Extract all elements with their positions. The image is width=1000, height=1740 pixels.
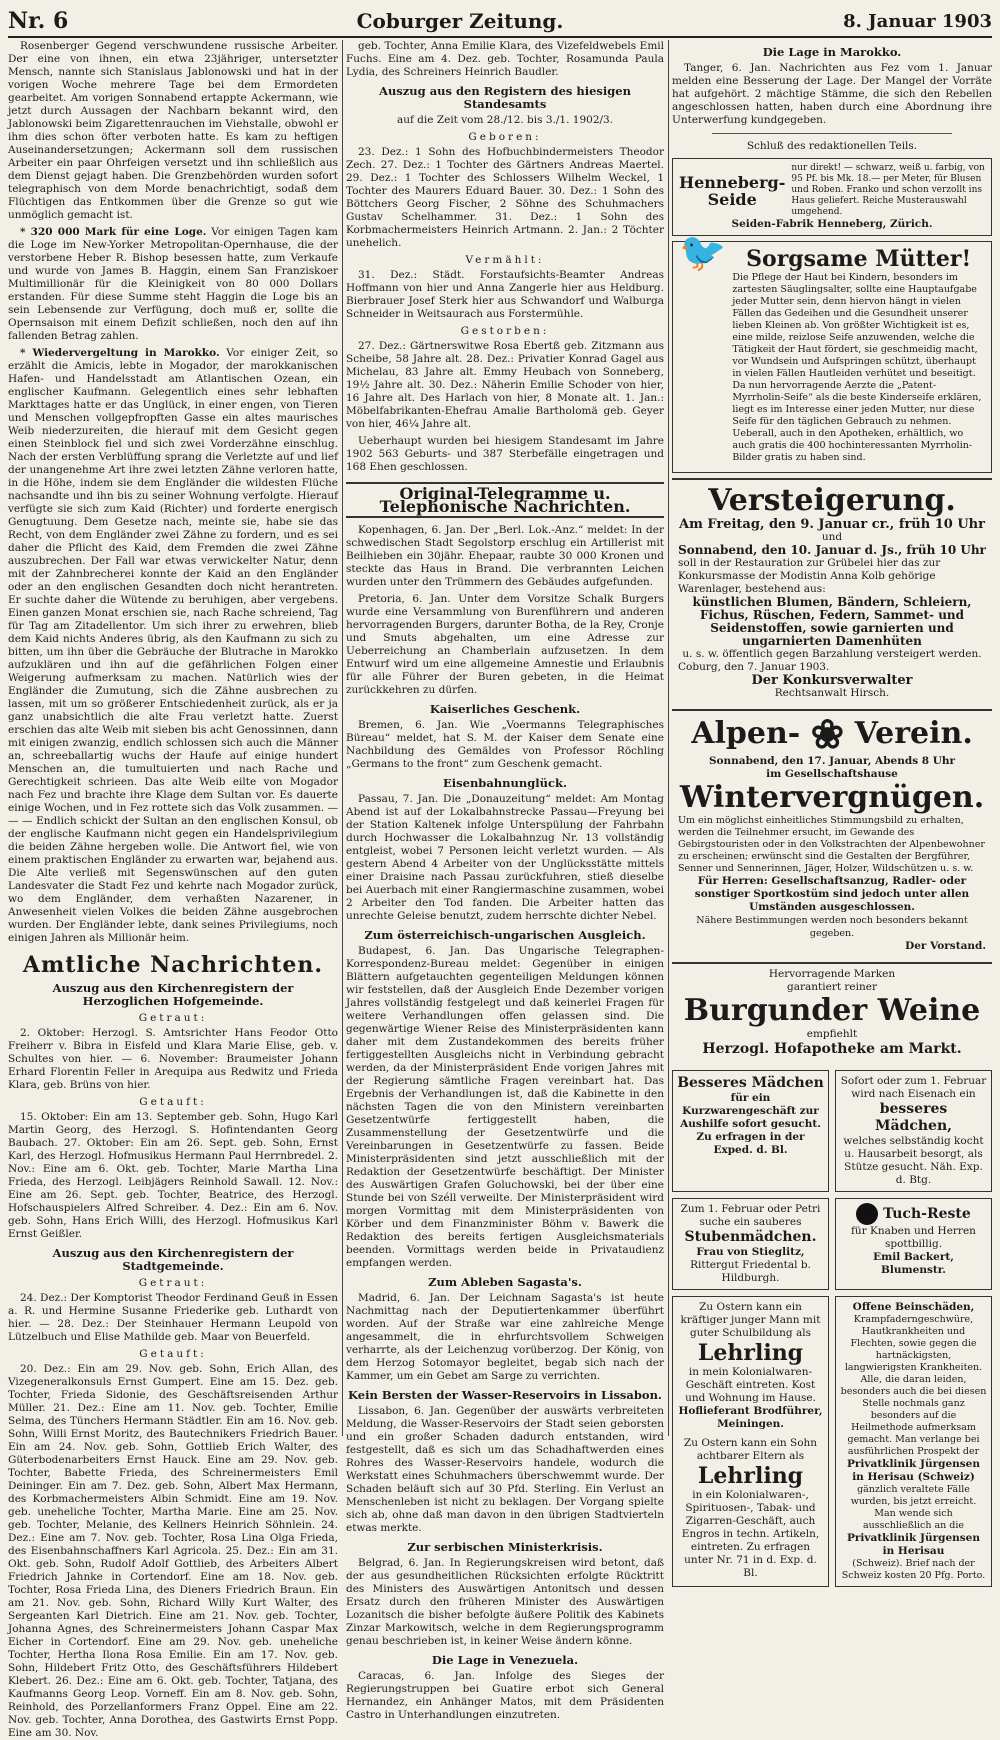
article-body: Vor einigen Tagen kam die Loge im New-Yorker Metropolitan-Opernhause, die der verstorbene Heber R. Bishop besessen hatte, zum Verkaufe und wurde von James B. Haggin, einem San Franziskoer Multimillionär für die Kleinigkeit von 80 000 Dollars erstanden. Für diese Summe steht Haggin die Loge bis an sein Lebensende zur Verfügung, doch muß er, sollte die Opernsaison mit einem Defizit schließen, noch den auf ihn fallenden Betrag zahlen. bbox=[8, 226, 338, 342]
ad-text: Hervorragende Marken bbox=[768, 968, 896, 980]
register-text: 20. Dez.: Ein am 29. Nov. geb. Sohn, Erich Allan, des Vizegeneralkonsuls Ernst Gumpert. Eine am 15. Dez. geb. Tochter, Frieda Sidonie, des Geschäftsreisenden Arthur Müller. 21. Dez.: Eine am 11. Nov. geb. Tochter, Emilie Selma, des Tünchers Hermann Städtler. Ein am 16. Nov. geb. Sohn, Willi Ernst Moritz, des Bautechnikers Friedrich Bauer. Ein am 24. Nov. geb. Sohn, Gottlieb Erich Walter, des Güterbodenarbeiters Ernst Hauck. Eine am 29. Nov. geb. Tochter, Babette Frieda, des Schreinermeisters Emil Deininger. Ein am 7. Dez. geb. Sohn, Albert Max Hermann, des Korbmachermeisters Albin Schmidt. Eine am 19. Nov. geb. uneheliche Tochter, Martha Marie. Eine am 25. Nov. geb. Tochter, Melanie, des Kellners Heinrich Söhnlein. 24. Dez.: Eine am 7. Nov. geb. Tochter, Rosa Lina Olga Frieda, des Eisenbahnschaffners Karl Agricola. 25. Dez.: Ein am 31. Okt. geb. Sohn, Rudolf Adolf Gottlieb, des Arbeiters Albert Friedrich Jahnke in Cortendorf. Eine am 18. Nov. geb. Tochter, Rosa Frieda Lina, des Dieners Friedrich Braun. Ein am 21. Nov. geb. Sohn, Richard Willy Kurt Walter, des Sergeanten Karl Dietrich. Eine am 21. Nov. geb. Tochter, Johanna Agnes, des Schreinermeisters Johann Caspar Max Eicher in Cortendorf. Eine am 29. Nov. geb. uneheliche Tochter, Hertha Ilona Rosa Emilie. Ein am 17. Nov. geb. Sohn, Hildebert Fritz Otto, des Geschäftsführers Hildebert Klebert. 26. Dez.: Eine am 6. Okt. geb. Tochter, Tatjana, des Kaufmanns Georg Leop. Vorneff. Ein am 8. Nov. geb. Sohn, Reinhold, des Porzellanformers Franz Oppel. Eine am 22. Nov. geb. Tochter, Anna Dorothea, des Gastwirts Ernst Popp. Eine am 30. Nov. bbox=[8, 1363, 338, 1739]
telegram-headline: Kaiserliches Geschenk. bbox=[429, 702, 581, 716]
ad-text: Zu Ostern kann ein Sohn achtbarer Eltern als bbox=[683, 1437, 818, 1462]
ad-place: im Gesellschaftshause bbox=[766, 768, 898, 780]
stork-icon: 🐦 bbox=[679, 230, 727, 274]
register-text: geb. Tochter, Anna Emilie Klara, des Vizefeldwebels Emil Fuchs. Eine am 4. Dez. geb. Tochter, Rosamunda Paula Lydia, des Schreiners Heinrich Baudler. bbox=[346, 40, 664, 78]
register-label: Gestorben: bbox=[460, 325, 550, 337]
register-label: Getraut: bbox=[138, 1012, 208, 1024]
ad-headline: besseres Mädchen, bbox=[874, 1101, 953, 1134]
register-text: 15. Oktober: Ein am 13. September geb. Sohn, Hugo Karl Martin Georg, des Herzogl. S. Hofintendanten Georg Baubach. 27. Oktober: Ein am 26. Sept. geb. Sohn, Ernst Karl, des Herzogl. Hofmusikus Hermann Paul Herrnbredel. 2. Nov.: Eine am 6. Okt. geb. Tochter, Marie Martha Lina Frieda, des Herzogl. Leibjägers Reinhold Sawall. 12. Nov.: Eine am 26. Sept. geb. Tochter, Beatrice, des Herzogl. Hofschauspielers Alfred Schreiber. 4. Dez.: Ein am 6. Nov. geb. Sohn, Hans Erich Willi, des Herzogl. Hofmusikus Karl Ernst Geißler. bbox=[8, 1111, 338, 1240]
ad-text: Für Herren: Gesellschaftsanzug, Radler- oder sonstiger Sportkostüm sind jedoch unter allen Umständen ausgeschlossen. bbox=[694, 875, 970, 913]
ad-date: Sonnabend, den 10. Januar d. Js., früh 10 Uhr bbox=[678, 543, 986, 557]
ad-signature: Rechtsanwalt Hirsch. bbox=[774, 687, 890, 699]
end-of-editorial: Schluß des redaktionellen Teils. bbox=[746, 140, 918, 152]
issue-date: 8. Januar 1903 bbox=[843, 10, 992, 32]
column-3 bbox=[672, 40, 992, 1581]
ad-signature: Frau von Stieglitz, bbox=[696, 1246, 805, 1258]
register-text: 27. Dez.: Gärtnerswitwe Rosa Ebertß geb. Zitzmann aus Scheibe, 58 Jahre alt. 28. Dez.: Privatier Konrad Gagel aus Michelau, 83 Jahre alt. Emmy Heubach von Sonneberg, 19½ Jahre alt. 30. Dez.: Näherin Emilie Schoder von hier, 16 Jahre alt. Des Harlach von hier, 8 Monate alt. 1. Jan.: Möbelfabrikanten-Ehefrau Amalie Bartholomä geb. Geyer von hier, 46¼ Jahre alt. bbox=[346, 340, 664, 430]
telegram-headline: Eisenbahnunglück. bbox=[443, 776, 567, 790]
ad-firm: Herzogl. Hofapotheke am Markt. bbox=[702, 1041, 962, 1057]
telegram-headline: Kein Bersten der Wasser-Reservoirs in Lissabon. bbox=[348, 1388, 662, 1402]
telegram-text: Passau, 7. Jan. Die „Donauzeitung“ meldet: Am Montag Abend ist auf der Lokalbahnstrecke Passau—Freyung bei der Station Kaltenek infolge Unterspülung der Fahrbahn durch Hochwasser die Lokalbahnzug Nr. 13 vollständig entgleist, wobei 7 Personen leicht verletzt wurden. — Als gestern Abend 4 Arbeiter von der Unglücksstätte mittels einer Draisine nach Passau zurückfuhren, stieß dieselbe bei Auerbach mit einer Rangiermaschine zusammen, wobei 2 Arbeiter den Tod fanden. Die Arbeiter hatten das unrechte Geleise benutzt, zudem herrschte dichter Nebel. bbox=[346, 793, 664, 922]
register-text: 31. Dez.: Städt. Forstaufsichts-Beamter Andreas Hoffmann von hier und Anna Zangerle hier aus Heldburg. Bierbrauer Josef Sterk hier aus Schwandorf und Walburga Schneider in Weitsaurach aus Forstermühle. bbox=[346, 269, 664, 320]
ad-text: in ein Kolonialwaren-, Spirituosen-, Tabak- und Zigarren-Geschäft, auch Engros in techn. Artikeln, eintreten. Zu erfragen unter Nr. 71 in d. Exp. d. Bl. bbox=[681, 1489, 820, 1579]
ad-stubenmaedchen bbox=[672, 1198, 829, 1290]
page-number: Nr. 6 bbox=[8, 8, 69, 34]
ad-brand: Henneberg-Seide bbox=[679, 172, 786, 209]
ad-headline: Lehrling bbox=[697, 1340, 804, 1366]
ad-text: für ein Kurzwarengeschäft zur Aushilfe sofort gesucht. bbox=[680, 1092, 821, 1130]
ad-text: Zu erfragen in der Exped. d. Bl. bbox=[696, 1131, 805, 1156]
ad-text: u. s. w. öffentlich gegen Barzahlung versteigert werden. bbox=[682, 648, 982, 660]
register-text: 2. Oktober: Herzogl. S. Amtsrichter Hans Feodor Otto Freiherr v. Bibra in Eisfeld und Klara Marie Elise, geb. v. Schultes von hier. — 6. November: Braumeister Johann Erhard Florentin Feller in Arequipa aus Redwitz und Frieda Klara, geb. Brüns von hier. bbox=[8, 1027, 338, 1091]
ad-text: Krampfaderngeschwüre, Hautkrankheiten und Flechten, sowie gegen die hartnäckigsten, langwierigsten Krankheiten. Alle, die daran leiden, besonders auch die bei diesen Stelle nochmals ganz besonders auf die Heilmethode aufmerksam gemacht. Man verlange bei ausführlichen Prospekt der bbox=[840, 1314, 987, 1457]
article-text bbox=[8, 226, 338, 343]
ad-headline: Tuch-Reste bbox=[883, 1206, 971, 1222]
article-body: Vor einiger Zeit, so erzählt die Amicis, lebte in Mogador, der marokkanischen Hafen- und Handelsstadt am Atlantischen Ozean, ein englischer Kaufmann. Gelegentlich eines sehr lebhaften Markttages hatte er das Unglück, in einer engen, von Tieren und Menschen vollgepfropften Gasse ein altes maurisches Weib niederzureiten, die hierauf mit dem Gesicht gegen einen Steinblock fiel und sich zwei Vorderzähne einschlug. Nach der ersten Verblüffung sprang die Verletzte auf und lief der unangenehme Art ihre zwei letzten Zähne verloren hatte, in die Höhe, indem sie dem Engländer die wildesten Flüche nachsandte und ihn bis zu seiner Wohnung verfolgte. Hierauf verfügte sie sich zum Kaid (Richter) und forderte energisch Genugtuung. Dem Gesetze nach, meinte sie, habe sie das Recht, von dem Engländer zwei Zähne zu fordern, und es sei daher die Pflicht des Kaid, dem Fremden die zwei Zähne auszubrechen. Der Fall war etwas verwickelter Natur, denn mit der Zahnbrecherei konnte der Kaid an den Engländer oder an den englischen Gesandten doch nicht herantreten. Er suchte daher die Wütende zu beruhigen, aber vergebens. Einen ganzen Monat erschien sie, nach Rache schreiend, Tag für Tag am Zitadellentor. Um sich ihrer zu erwehren, blieb dem Kaid nichts Anderes übrig, als den Kaufmann zu sich zu bitten, um ihn über die Gebräuche der Blutrache in Marokko aufzuklären und ihn auf die gefährlichen Folgen einer Weigerung aufmerksam zu machen. Natürlich wies der Engländer die Zumutung, sich die Zähne ausbrechen zu lassen, mit um so größerer Entschiedenheit zurück, als er ja ganz unabsichtlich die alte Frau verletzt hatte. Zuerst erschien das alte Weib mit sieben bis acht Genossinnen, dann mit einigen zwanzig, endlich schlossen sich auch die Männer an, schreeballartig wuchs der Haufe auf einige hundert Menschen an, die tumultuierten und nach Rache und Gerechtigkeit schrieen. Das alte Weib eilte von Mogador nach Fez und brachte ihre Klage dem Sultan vor. Es dauerte einige Wochen, und in Fez rottete sich das Volk zusammen. — — — Endlich schickt der Sultan an den englischen Konsul, ob der englische Kaufmann nicht gegen ein Handelsprivilegium die beiden Zähne hergeben wolle. Die Antwort fiel, wie von einem praktischen Engländer zu erwarten war, bejahend aus. Die Alte verließ mit Segenswünschen auf den guten Landesvater die Stadt Fez und kehrte nach Mogador zurück, wo dem Engländer, dem verhaßten Nazarener, in Anwesenheit vielen Volkes die beiden Zähne ausgebrochen wurden. Der Engländer lebte, dank seines Privilegiums, noch einigen Jahren als Millionär heim. bbox=[8, 347, 338, 944]
small-ads-row bbox=[672, 1293, 992, 1590]
ad-tuch-reste bbox=[835, 1198, 992, 1290]
ad-offene-beinschaeden bbox=[835, 1296, 992, 1587]
ad-date: Am Freitag, den 9. Januar cr., früh 10 Uhr bbox=[679, 517, 985, 532]
small-ads-row bbox=[672, 1195, 992, 1293]
ad-signature: Hoflieferant Brodführer, Meiningen. bbox=[678, 1405, 823, 1430]
telegram-text: Pretoria, 6. Jan. Unter dem Vorsitze Schalk Burgers wurde eine Versammlung von Burenführern und anderen hervorragenden Burgers, darunter Botha, de la Rey, Cronje und Smuts abgehalten, um eine Adresse zur Ueberreichung an Chamberlain aufzusetzen. In dem Entwurf wird um eine allgemeine Amnestie und Erlaubnis für alle Führer der Buren gebeten, in die Heimat zurückkehren zu dürfen. bbox=[346, 593, 664, 696]
ad-headline: Stubenmädchen. bbox=[684, 1229, 817, 1245]
ad-sorgsame-muetter bbox=[672, 230, 992, 473]
telegram-headline: Die Lage in Venezuela. bbox=[431, 1653, 579, 1667]
ad-text: Zum 1. Februar oder Petri suche ein sauberes bbox=[680, 1203, 821, 1228]
ad-headline: Lehrling bbox=[697, 1463, 804, 1489]
ad-headline: Verein. bbox=[854, 716, 973, 751]
ad-headline: Burgunder Weine bbox=[683, 993, 981, 1028]
ad-text: garantiert reiner bbox=[787, 981, 877, 993]
telegram-headline: Die Lage in Marokko. bbox=[762, 45, 902, 59]
telegram-text: Kopenhagen, 6. Jan. Der „Berl. Lok.-Anz.“ meldet: In der schwedischen Stadt Segolstorp erschlug ein Artillerist mit Beilhieben ein 30jähr. Ehepaar, raubte 30 000 Kronen und steckte das Haus in Brand. Die verbrannten Leichen wurden unter den Trümmern des Gebäudes aufgefunden. bbox=[346, 524, 664, 588]
column-1 bbox=[8, 40, 338, 1739]
register-label: Geboren: bbox=[468, 131, 542, 143]
edelweiss-icon: ❀ bbox=[810, 711, 845, 758]
column-2 bbox=[346, 40, 664, 1721]
ad-text: soll in der Restauration zur Grübelei hier das zur Konkursmasse der Modistin Anna Kolb gehörige Warenlager, bestehend aus: bbox=[678, 557, 941, 595]
ad-firm: Privatklinik Jürgensen in Herisau bbox=[847, 1532, 980, 1557]
ad-text: empfiehlt bbox=[806, 1028, 858, 1040]
ad-alpenverein bbox=[672, 709, 992, 957]
column-rule bbox=[342, 40, 343, 1436]
article-headline: * 320 000 Mark für eine Loge. bbox=[20, 226, 207, 238]
column-rule bbox=[668, 40, 669, 1436]
register-heading: Auszug aus den Registern des hiesigen Standesamts bbox=[379, 84, 631, 111]
register-text: 24. Dez.: Der Komptorist Theodor Ferdinand Geuß in Essen a. R. und Hermine Susanne Friederike geb. Luthardt von hier. — 28. Dez.: Der Steinhauer Hermann Leupold von Lützelbuch und Elise Mathilde geb. Maar von Beuerfeld. bbox=[8, 1292, 338, 1343]
ad-text: für Knaben und Herren spottbillig. bbox=[851, 1225, 976, 1250]
ad-henneberg-seide bbox=[672, 158, 992, 236]
ad-signature: Rittergut Friedental b. Hildburgh. bbox=[690, 1259, 811, 1284]
ad-text: Die Pflege der Haut bei Kindern, besonders im zartesten Säuglingsalter, sollte eine Hauptaufgabe jeder Mutter sein, denn hiervon hängt in vielen Fällen das Gedeihen und die Gesundheit unserer lieben Kleinen ab. Von größter Wichtigkeit ist es, eine milde, reizlose Seife anzuwenden, welche die Tätigkeit der Haut fördert, sie geschmeidig macht, vor Wundsein und Aufspringen schützt, überhaupt in vielen Fällen Hautleiden verhütet und beseitigt. Da nun hervorragende Aerzte die „Patent-Myrrholin-Seife“ als die beste Kinderseife erklären, liegt es im Interesse einer jeden Mutter, nur diese Seife für den täglichen Gebrauch zu nehmen. Ueberall, auch in den Apotheken, erhältlich, wo auch gratis die 400 hochinteressanten Myrrholin-Bilder gratis zu haben sind. bbox=[732, 272, 982, 463]
telegram-headline: Zum österreichisch-ungarischen Ausgleich. bbox=[364, 928, 646, 942]
ad-firm: Seiden-Fabrik Henneberg, Zürich. bbox=[731, 218, 933, 230]
telegram-text: Bremen, 6. Jan. Wie „Voermanns Telegraphisches Büreau“ meldet, hat S. M. der Kaiser dem Senate eine Nachbildung des Gemäldes von Professor Röchling „Germans to the front“ zum Geschenk gemacht. bbox=[346, 719, 664, 770]
ad-signature: Der Konkursverwalter bbox=[751, 673, 913, 688]
ad-firm: Emil Backert, Blumenstr. bbox=[873, 1251, 954, 1276]
ad-text: Um ein möglichst einheitliches Stimmungsbild zu erhalten, werden die Teilnehmer ersucht, im Gewande des Gebirgstouristen oder in den Volkstrachten der Alpenbewohner zu erscheinen; erwünscht sind die Gestalten der Bergführer, Senner und Sennerinnen, Jäger, Holzer, Wildschützen u. s. w. bbox=[678, 815, 985, 874]
ad-headline: Wintervergnügen. bbox=[679, 780, 985, 815]
ad-date: Sonnabend, den 17. Januar, Abends 8 Uhr bbox=[708, 755, 956, 767]
register-summary: Ueberhaupt wurden bei hiesigem Standesamt im Jahre 1902 563 Geburts- und 387 Sterbefälle eingetragen und 168 Ehen geschlossen. bbox=[346, 435, 664, 473]
ad-text: welches selbständig kocht u. Hausarbeit besorgt, als Stütze gesucht. Näh. Exp. d. Btg. bbox=[843, 1135, 984, 1186]
telegram-text: Belgrad, 6. Jan. In Regierungskreisen wird betont, daß der aus gesundheitlichen Rücksichten erfolgte Rücktritt des Ministers des Auswärtigen Antonitsch und dessen Ersatz durch den früheren Minister des Auswärtigen Lozanitsch die bisher befolgte äußere Politik des Kabinets Zinzar Markowitsch, welche in dem Regierungsprogramm genau beschrieben ist, in keiner Weise ändern könne. bbox=[346, 1557, 664, 1647]
telegram-headline: Zum Ableben Sagasta's. bbox=[428, 1275, 582, 1289]
register-heading: Auszug aus den Kirchenregistern der Stadtgemeinde. bbox=[52, 1246, 294, 1273]
ad-besseres-maedchen-eisenach bbox=[835, 1070, 992, 1192]
register-label: Getauft: bbox=[139, 1348, 207, 1360]
ad-items: künstlichen Blumen, Bändern, Schleiern, Fichus, Rüschen, Federn, Sammet- und Seidenstoffen, sowie garnierten und ungarnierten Damenhüten bbox=[692, 595, 972, 648]
ad-headline: Versteigerung. bbox=[708, 483, 956, 518]
register-heading: Auszug aus den Kirchenregistern der Herzoglichen Hofgemeinde. bbox=[52, 981, 294, 1008]
register-text: 23. Dez.: 1 Sohn des Hofbuchbindermeisters Theodor Zech. 27. Dez.: 1 Tochter des Gärtners Andreas Maertel. 29. Dez.: 1 Tochter des Schlossers Wilhelm Weckel, 1 Tochter des Maurers Eduard Bauer. 30. Dez.: 1 Sohn des Böttchers Georg Fischer, 2 Söhne des Schuhmachers Gustav Schelhammer. 31. Dez.: 1 Sohn des Korbmachermeisters Heinrich Artmann. 2. Jan.: 2 Töchter unehelich. bbox=[346, 146, 664, 249]
divider bbox=[712, 133, 952, 134]
ad-headline: Alpen- bbox=[691, 716, 801, 751]
ad-text: in mein Kolonialwaren-Geschäft eintreten. Kost und Wohnung im Hause. bbox=[685, 1366, 816, 1404]
ad-signature: Der Vorstand. bbox=[905, 940, 986, 952]
register-label: Getauft: bbox=[139, 1096, 207, 1108]
article-text bbox=[8, 347, 338, 945]
ad-burgunder bbox=[672, 962, 992, 1062]
article-text: Rosenberger Gegend verschwundene russische Arbeiter. Der eine von ihnen, ein etwa 23jähriger, untersetzter Mensch, nannte sich Stanislaus Jablonowski und hat in der vorigen Woche mehrere Tage bei dem Ermordeten gearbeitet. Am vorigen Sonnabend ertappte Ackermann, wie jetzt durch Aussagen der Nachbarn bekannt wird, den Jablonowski beim Zigarettenrauchen im Viehstalle, obwohl er ihm dies schon öfter verboten hatte. Es kam zu heftigen Auseinandersetzungen; Ackermann soll dem russischen Arbeiter ein paar Ohrfeigen versetzt und ihn schließlich aus dem Dienst gejagt haben. Die Grenzbehörden wurden sofort telegraphisch von dem Morde benachrichtigt, sodaß dem Flüchtigen das Entkommen über die Grenze so gut wie unmöglich gemacht ist. bbox=[8, 40, 338, 221]
telegram-text: Caracas, 6. Jan. Infolge des Sieges der Regierungstruppen bei Guatire erbot sich General Hernandez, ein Anhänger Matos, mit dem Präsidenten Castro in Unterhandlungen einzutreten. bbox=[346, 1670, 664, 1721]
ad-text: und bbox=[821, 531, 843, 543]
register-label: Vermählt: bbox=[465, 254, 545, 266]
ad-text: nur direkt! — schwarz, weiß u. farbig, von 95 Pf. bis Mk. 18.— per Meter, für Blusen und Roben. Franko und schon verzollt ins Haus geliefert. Reiche Musterauswahl umgehend. bbox=[791, 163, 985, 217]
section-heading-telegramme: Original-Telegramme u. Telephonische Nachrichten. bbox=[346, 482, 664, 518]
ad-date: Coburg, den 7. Januar 1903. bbox=[678, 661, 830, 673]
ad-lehrling-meiningen bbox=[672, 1296, 829, 1587]
small-ads-row bbox=[672, 1067, 992, 1195]
telegram-headline: Zur serbischen Ministerkrisis. bbox=[407, 1540, 603, 1554]
ad-text: (Schweiz). Brief nach der Schweiz kosten 20 Pfg. Porto. bbox=[841, 1558, 986, 1581]
ad-headline: Offene Beinschäden, bbox=[852, 1301, 975, 1313]
telegram-text: Lissabon, 6. Jan. Gegenüber der auswärts verbreiteten Meldung, die Wasser-Reservoirs der Stadt seien geborsten und ein großer Schaden dadurch entstanden, wird festgestellt, daß es sich um das Schadhaftwerden eines Rohres des Wasser-Reservoirs handele, wodurch die Werkstatt eines Schuhmachers überschwemmt wurde. Der Schaden beläuft sich auf 30 Pfd. Sterling. Ein Verlust an Menschenleben ist nicht zu beklagen. Der Vorgang spielte sich ab, ohne daß man davon in den übrigen Stadtvierteln etwas merkte. bbox=[346, 1405, 664, 1534]
telegram-text: Budapest, 6. Jan. Das Ungarische Telegraphen-Korrespondenz-Bureau meldet: Gegenüber in einigen Blättern aufgetauchten gegenteiligen Meldungen können wir feststellen, daß der Ausgleich Ende Dezember vorigen Jahres vollständig festgelegt und daß keinerlei Fragen für weitere Verhandlungen offen gelassen sind. Die gegenwärtige Wiener Reise des Ministerpräsidenten kann daher mit dem Zustandekommen des bereits früher fertiggestellten Ausgleichs nicht in Verbindung gebracht werden, da der Ministerpräsident Ende vorigen Jahres mit der Regierung sämtliche Fragen vereinbart hat. Das Ergebnis der Verhandlungen ist, daß die Kabinette in den nächsten Tagen die von den Ministern vereinbarten Gesetzentwürfe fertiggestellt haben, die Zusammenstellung der Gesetzentwürfe und die Vereinbarungen in Gesetzentwürfe zu fassen. Beide Ministerpräsidenten sind jetzt ausschließlich mit der Redaktion der Gesetzentwürfe beschäftigt. Der Minister des Auswärtigen Grafen Goluchowski, bei der über eine Stunde bei von Széll verweilte. Der Ministerpräsident wird morgen Vormittag mit dem Ministerpräsidenten von Körber und dem Finanzminister Böhm v. Bawerk die Redaktion des bereits fertigen Ausgleichsmaterials beenden. Vormittags werden beide in Privataudienz empfangen werden. bbox=[346, 945, 664, 1269]
columns bbox=[8, 40, 992, 1739]
ad-headline: Sorgsame Mütter! bbox=[746, 246, 972, 272]
ad-text: Zu Ostern kann ein kräftiger junger Mann mit guter Schulbildung als bbox=[680, 1301, 821, 1339]
ad-text: Nähere Bestimmungen werden noch besonders bekannt gegeben. bbox=[696, 915, 968, 939]
ad-versteigerung bbox=[672, 478, 992, 704]
ad-headline: Besseres Mädchen bbox=[677, 1075, 824, 1091]
masthead bbox=[8, 6, 992, 38]
telegram-text: Tanger, 6. Jan. Nachrichten aus Fez vom 1. Januar melden eine Besserung der Lage. Der Mangel der Vorräte hat aufgehört. 2 mächtige Stämme, die sich den Rebellen angeschlossen hatten, haben durch eine Abordnung ihre Unterwerfung kundgegeben. bbox=[672, 62, 992, 126]
section-heading-amtliche: Amtliche Nachrichten. bbox=[22, 952, 324, 978]
ad-text: gänzlich veraltete Fälle wurden, bis jetzt erreicht. Man wende sich ausschließlich an die bbox=[850, 1484, 977, 1531]
article-headline: * Wiedervergeltung in Marokko. bbox=[20, 347, 220, 359]
ad-firm: Privatklinik Jürgensen in Herisau (Schweiz) bbox=[847, 1458, 980, 1483]
ad-besseres-maedchen bbox=[672, 1070, 829, 1192]
register-label: Getraut: bbox=[138, 1277, 208, 1289]
bullet-icon bbox=[856, 1203, 878, 1225]
register-period: auf die Zeit vom 28./12. bis 3./1. 1902/3. bbox=[396, 114, 614, 126]
telegram-text: Madrid, 6. Jan. Der Leichnam Sagasta's ist heute Nachmittag nach der Deputiertenkammer überführt worden. Auf der Straße war eine zahlreiche Menge angesammelt, die in ehrfurchtsvollem Schweigen verharrte, als der Leichenzug vorüberzog. Der König, von dem Herzog Sotomayor begleitet, begab sich nach der Kammer, um ein Gebet am Sarge zu verrichten. bbox=[346, 1292, 664, 1382]
ad-text: Sofort oder zum 1. Februar wird nach Eisenach ein bbox=[840, 1075, 987, 1100]
newspaper-title: Coburger Zeitung. bbox=[356, 9, 564, 33]
